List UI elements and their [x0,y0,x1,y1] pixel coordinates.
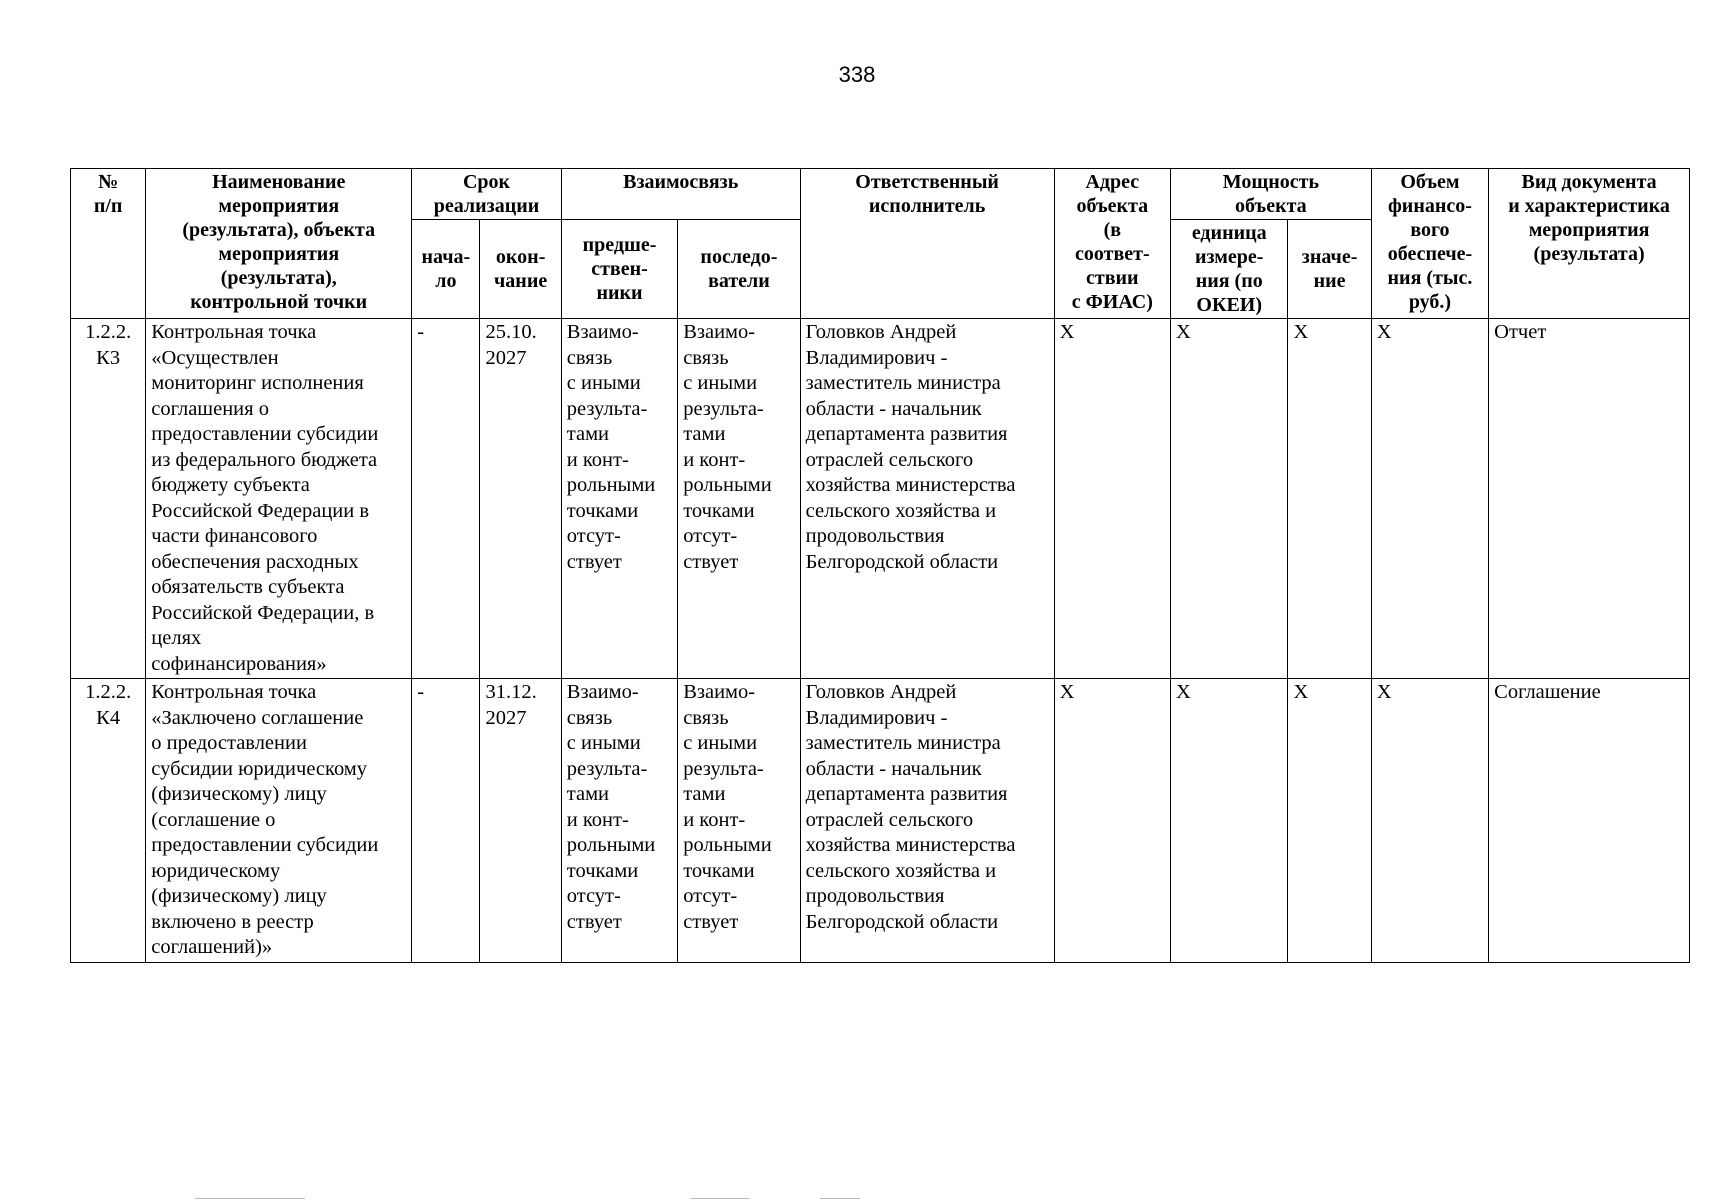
header-finance: Объем финансо- вого обеспече- ния (тыс. руб.) [1371,169,1488,319]
header-predecessors: предше- ствен- ники [561,220,677,319]
cell-name: Контрольная точка «Заключено соглашение о предоставлении субсидии юридическому (физическому) лицу (соглашение о предоставлении субсидии юридическому (физическому) лицу включено в реестр соглашений)» [146,679,412,963]
cell-end: 31.12. 2027 [480,679,561,963]
cell-power-unit: X [1171,679,1288,963]
header-power-unit: единица измере- ния (по ОКЕИ) [1171,220,1288,319]
header-link: Взаимосвязь [561,169,800,220]
header-power: Мощность объекта [1171,169,1372,220]
cell-predecessors: Взаимо- связь с иными результа- тами и конт- рольными точками отсут- ствует [561,679,677,963]
header-row-top [71,169,1690,220]
cell-end: 25.10. 2027 [480,319,561,679]
header-successors: последо- ватели [678,220,800,319]
page-number: 338 [838,62,876,87]
cell-start: - [412,319,480,679]
cell-num: 1.2.2. К4 [71,679,146,963]
header-document: Вид документа и характеристика мероприятия (результата) [1489,169,1690,319]
cell-start: - [412,679,480,963]
cell-responsible: Головков Андрей Владимирович - заместитель министра области - начальник департамента развития отраслей сельского хозяйства министерства сельского хозяйства и продовольствия Белгородской области [800,679,1054,963]
cell-successors: Взаимо- связь с иными результа- тами и конт- рольными точками отсут- ствует [678,679,800,963]
scan-line [690,1198,750,1199]
scan-line [195,1198,305,1199]
cell-responsible: Головков Андрей Владимирович - заместитель министра области - начальник департамента развития отраслей сельского хозяйства министерства сельского хозяйства и продовольствия Белгородской области [800,319,1054,679]
table-row [71,679,1690,963]
cell-document: Соглашение [1489,679,1690,963]
header-term: Срок реализации [412,169,562,220]
header-power-value: значе- ние [1288,220,1371,319]
cell-num: 1.2.2. К3 [71,319,146,679]
header-address: Адрес объекта (в соответ- ствии с ФИАС) [1054,169,1170,319]
cell-finance: X [1371,679,1488,963]
header-name: Наименование мероприятия (результата), объекта мероприятия (результата), контрольной точки [146,169,412,319]
table-row [71,319,1690,679]
cell-name: Контрольная точка «Осуществлен мониторинг исполнения соглашения о предоставлении субсидии из федерального бюджета бюджету субъекта Российской Федерации в части финансового обеспечения расходных обязательств субъекта Российской Федерации, в целях софинансирования» [146,319,412,679]
cell-address: X [1054,679,1170,963]
cell-finance: X [1371,319,1488,679]
scan-line [820,1198,860,1199]
cell-power-value: X [1288,319,1371,679]
cell-power-value: X [1288,679,1371,963]
header-num: № п/п [71,169,146,319]
header-term-start: нача- ло [412,220,480,319]
cell-document: Отчет [1489,319,1690,679]
cell-predecessors: Взаимо- связь с иными результа- тами и конт- рольными точками отсут- ствует [561,319,677,679]
cell-address: X [1054,319,1170,679]
cell-power-unit: X [1171,319,1288,679]
header-responsible: Ответственный исполнитель [800,169,1054,319]
cell-successors: Взаимо- связь с иными результа- тами и конт- рольными точками отсут- ствует [678,319,800,679]
activity-plan-table [70,168,1690,963]
header-term-end: окон- чание [480,220,561,319]
